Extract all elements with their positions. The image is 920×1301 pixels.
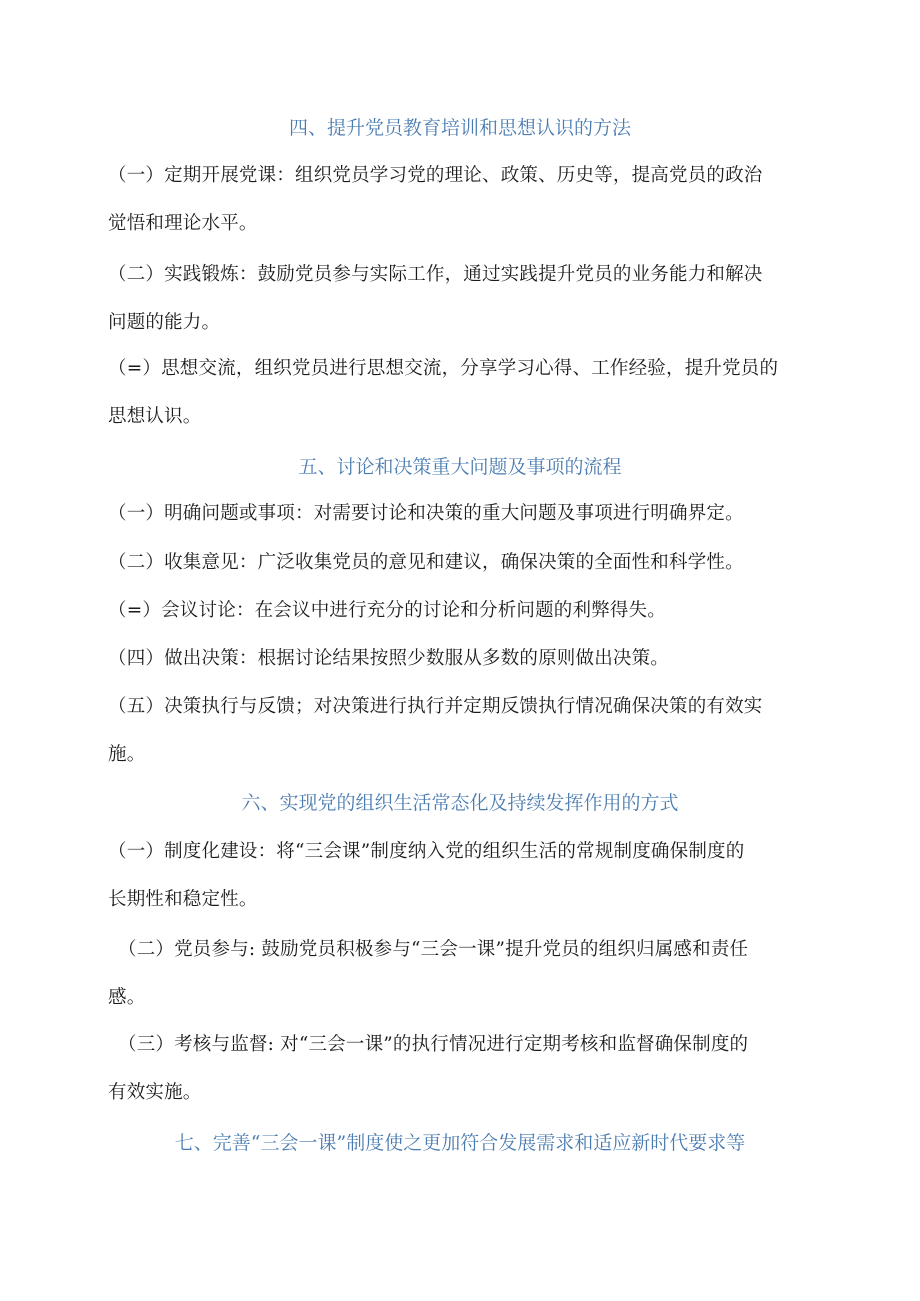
- paragraph-line: 问题的能力。: [108, 312, 221, 333]
- paragraph-line: 思想认识。: [108, 406, 202, 427]
- section-heading: 四、提升党员教育培训和思想认识的方法: [288, 117, 631, 139]
- section-heading: 七、完善“三会一课”制度使之更加符合发展需求和适应新时代要求等: [174, 1132, 746, 1154]
- paragraph-line: （一）明确问题或事项：对需要讨论和决策的重大问题及事项进行明确界定。: [108, 503, 744, 524]
- paragraph: [108, 828, 818, 924]
- paragraph-line: 觉悟和理论水平。: [108, 213, 258, 234]
- paragraph: [108, 926, 828, 1022]
- section-heading: 五、讨论和决策重大问题及事项的流程: [298, 456, 622, 478]
- paragraph-line: （=）思想交流，组织党员进行思想交流，分享学习心得、工作经验，提升党员的: [108, 358, 779, 379]
- paragraph: [108, 490, 818, 538]
- paragraph: [108, 587, 818, 635]
- paragraph-line: 长期性和稳定性。: [108, 889, 258, 910]
- paragraph-line: 有效实施。: [108, 1082, 202, 1103]
- paragraph: [108, 539, 818, 587]
- paragraph-line: （二）实践锻炼：鼓励党员参与实际工作，通过实践提升党员的业务能力和解决: [108, 264, 763, 285]
- paragraph-line: （三）考核与监督: 对“三会一课”的执行情况进行定期考核和监督确保制度的: [118, 1034, 749, 1055]
- paragraph-line: （二）党员参与: 鼓励党员积极参与“三会一课”提升党员的组织归属感和责任: [118, 939, 749, 960]
- paragraph-line: （四）做出决策：根据讨论结果按照少数服从多数的原则做出决策。: [108, 648, 670, 669]
- paragraph-line: （一）定期开展党课：组织党员学习党的理论、政策、历史等，提高党员的政治: [108, 165, 763, 186]
- paragraph: [108, 1021, 828, 1117]
- paragraph-line: （一）制度化建设：将“三会课”制度纳入党的组织生活的常规制度确保制度的: [108, 841, 745, 862]
- paragraph-line: （=）会议讨论：在会议中进行充分的讨论和分析问题的利弊得失。: [108, 600, 667, 621]
- paragraph: [108, 251, 818, 347]
- paragraph: [108, 345, 818, 441]
- paragraph: [108, 152, 818, 248]
- paragraph: [108, 635, 818, 683]
- paragraph-line: 施。: [108, 744, 146, 765]
- paragraph-line: 感。: [108, 987, 146, 1008]
- paragraph: [108, 683, 818, 779]
- paragraph-line: （五）决策执行与反馈；对决策进行执行并定期反馈执行情况确保决策的有效实: [108, 696, 763, 717]
- section-heading: 六、实现党的组织生活常态化及持续发挥作用的方式: [241, 792, 679, 814]
- paragraph-line: （二）收集意见：广泛收集党员的意见和建议，确保决策的全面性和科学性。: [108, 552, 744, 573]
